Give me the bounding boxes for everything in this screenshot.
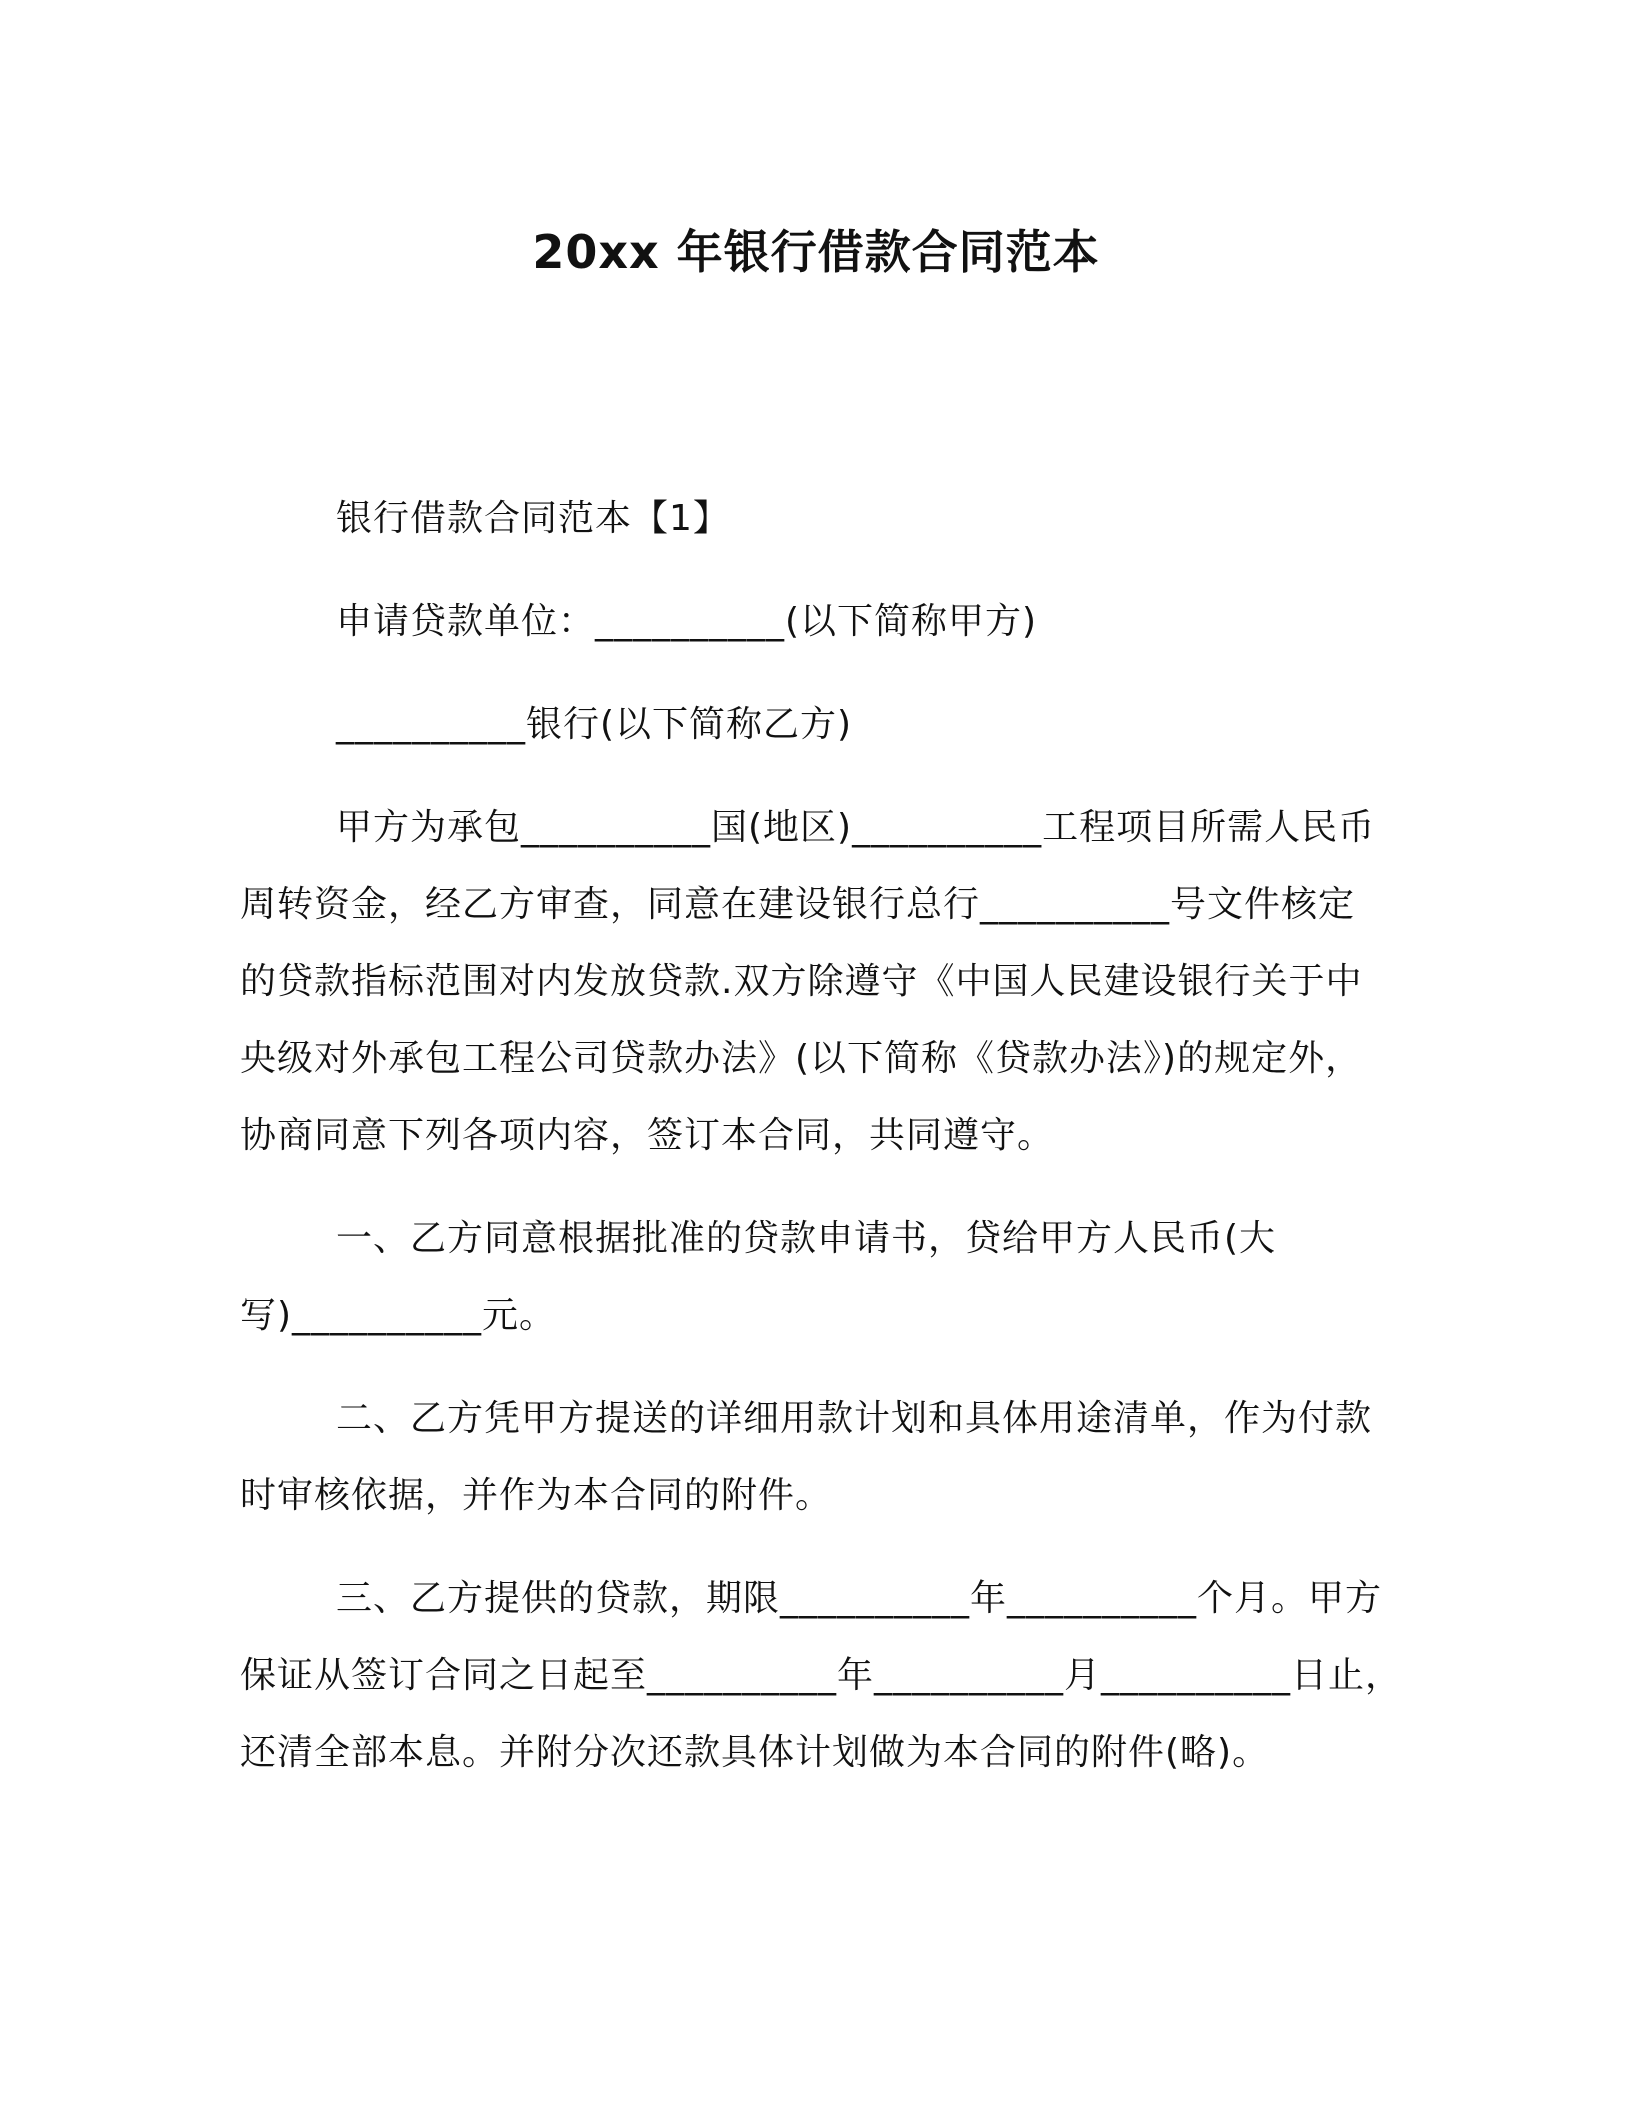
party-b-line: __________银行(以下简称乙方) (336, 704, 853, 745)
clause-2-line: 二、乙方凭甲方提送的详细用款计划和具体用途清单，作为付款 (336, 1398, 1373, 1439)
clause-1-line: 写)__________元。 (240, 1295, 557, 1336)
clause-2-line: 时审核依据，并作为本合同的附件。 (240, 1475, 833, 1516)
preamble-line: 的贷款指标范围对内发放贷款.双方除遵守《中国人民建设银行关于中 (240, 961, 1363, 1002)
preamble-line: 央级对外承包工程公司贷款办法》(以下简称《贷款办法》)的规定外， (240, 1038, 1363, 1079)
section-heading: 银行借款合同范本【1】 (336, 498, 730, 539)
clause-3-line: 还清全部本息。并附分次还款具体计划做为本合同的附件(略)。 (240, 1732, 1270, 1773)
clause-3-line: 三、乙方提供的贷款，期限__________年__________个月。甲方 (336, 1578, 1383, 1619)
document-title: 20xx 年银行借款合同范本 (532, 225, 1100, 279)
clause-1-line: 一、乙方同意根据批准的贷款申请书，贷给甲方人民币(大 (336, 1218, 1277, 1259)
party-a-line: 申请贷款单位：__________(以下简称甲方) (336, 601, 1038, 642)
preamble-line: 协商同意下列各项内容，签订本合同，共同遵守。 (240, 1115, 1055, 1156)
clause-3-line: 保证从签订合同之日起至__________年__________月__________日止， (240, 1655, 1403, 1696)
preamble-line: 甲方为承包__________国(地区)__________工程项目所需人民币 (336, 807, 1376, 848)
preamble-line: 周转资金，经乙方审查，同意在建设银行总行__________号文件核定 (240, 884, 1356, 925)
